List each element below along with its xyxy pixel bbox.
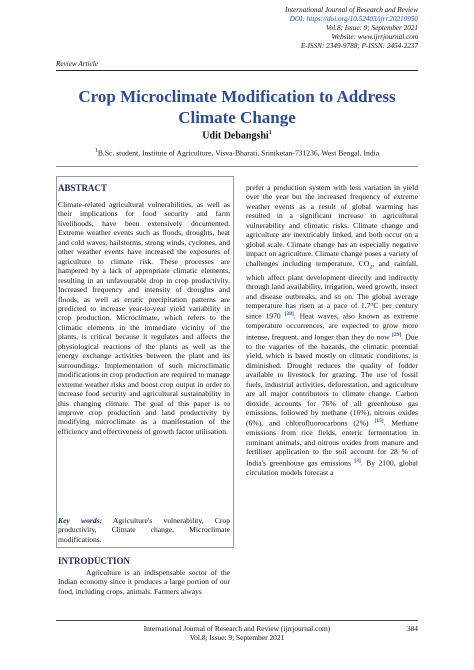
co2-subscript: 2: [369, 264, 373, 271]
journal-header-info: [158, 6, 418, 51]
citation-15[interactable]: [15]: [374, 418, 384, 425]
affiliation-text: B.Sc. student, Institute of Agriculture, Visva-Bharati, Sriniketan-731236, West Bengal, India: [97, 148, 380, 158]
abstract-text: Climate-related agricultural vulnerabilities, as well as their implications for food security and farm livelihoods, have been extensively documented. Extreme weather events such as floods, droughts, heat and cold waves, hailstorms, strong winds, cyclones, and other weather events have increased the exposures of agriculture to climate risk. These processes are hampered by a lack of appropriate climatic elements, resulting in an unfavourable drop in crop productivity. Increased frequency and intensity of droughts and floods, as well as erratic precipitation patterns are predicted to increase year-to-year yield variability in crop production. Microclimate, which refers to the climatic elements in the immediate vicinity of the plants, is critical because it regulates and affects the physiological reactions of the plants as well as the energy exchange activities between the plant and its surroundings. Implementation of such microclimatic modifications in crop production are required to manage extreme weather risks and boost crop output in order to increase food security and agricultural sustainability in this changing climate. The goal of this paper is to improve crop production and land productivity by modifying microclimate as a manifestation of the efficiency and effectiveness of growth factor utilisation.: [58, 200, 230, 436]
footer-divider: [56, 620, 418, 621]
right-text-part-5: . Methane emissions from rice fields, enteric fermentation in ruminant animals, and nitrous oxides from manure and fertiliser application to the soil account for 28 % of India's greenhouse gas emissions: [246, 418, 419, 468]
citation-3[interactable]: [3]: [354, 457, 361, 464]
citation-29[interactable]: [29]: [392, 331, 402, 338]
affiliation: [56, 148, 418, 158]
issn: E-ISSN: 2349-9788; P-ISSN: 2454-2237: [300, 42, 418, 50]
right-text-part-1: prefer a production system with less variation in yield over the year but the increased frequency of extreme weather events as a result of global warming has resulted in a significant increase in agricultural vulnerability and climatic risks. Climate change and agriculture are inextricably linked, and both occur on a global scale. Climate change has an especially negative impact on agriculture. Climate change poses a variety of challenges including temperature, CO: [246, 183, 418, 268]
journal-name: International Journal of Research and Review: [285, 6, 418, 14]
right-text-part-4: . Due to the vagaries of the hazards, the climatic potential yield, which is based mostly on climatic conditions, is diminished. Drought reduces the quality of fodder available to livestock for grazing. The use of fossil fuels, industrial activities, deforestation, and agriculture are all major contributors to climate change. Carbon dioxide accounts for 76% of all greenhouse gas emissions, followed by methane (16%), nitrous oxides (6%), and chlorofluorocarbons (2%): [246, 332, 418, 428]
header-divider: [56, 70, 418, 71]
article-type: Review Article: [56, 60, 98, 68]
page-number: 384: [406, 624, 418, 633]
citation-28[interactable]: [28]: [284, 311, 294, 318]
author-name: Udit Debangshi: [202, 130, 269, 142]
introduction-heading: INTRODUCTION: [58, 556, 131, 566]
footer: [56, 624, 418, 642]
keywords-label: Key words:: [58, 516, 103, 525]
author: [56, 130, 418, 141]
volume-issue: Vol.8; Issue: 9; September 2021: [325, 24, 418, 32]
footer-journal: International Journal of Research and Review (ijrrjournal.com): [143, 624, 331, 633]
right-text-part-6: . By 2100, global circulation models forecast a: [246, 458, 418, 477]
right-text-part-3: . Heat waves, also known as extreme temperature occurrences, are expected to grow more intense, frequent, and longer than they do now: [246, 311, 418, 342]
paper-title: Crop Microclimate Modification to Address Climate Change: [78, 87, 396, 127]
footer-volume-issue: Vol.8; Issue: 9; September 2021: [189, 633, 285, 642]
right-text-part-2: , and rainfall, which affect plant development directly and indirectly through land availability, irrigation, weed growth, insect and disease outbreaks, and so on. The global average temperature has risen at a pace of 1.7°C per century since 1970: [246, 258, 418, 321]
affiliation-superscript: 1: [94, 148, 98, 154]
doi-link[interactable]: DOI: https://doi.org/10.52403/ijrr.20210950: [289, 15, 418, 23]
introduction-paragraph: Agriculture is an indispensable sector of the Indian economy since it produces a large portion of our food, including crops, animals. Farmers always: [58, 568, 230, 596]
right-column-text: [246, 183, 418, 477]
author-superscript: 1: [268, 130, 272, 136]
abstract-heading: ABSTRACT: [58, 183, 108, 193]
website-link[interactable]: Website: www.ijrrjournal.com: [331, 33, 418, 41]
keywords: [58, 516, 230, 544]
introduction-text: [58, 568, 230, 596]
keywords-text: Agriculture's vulnerability, Crop productivity, Climate change, Microclimate modifications.: [58, 516, 230, 544]
affiliation-divider: [56, 166, 418, 167]
